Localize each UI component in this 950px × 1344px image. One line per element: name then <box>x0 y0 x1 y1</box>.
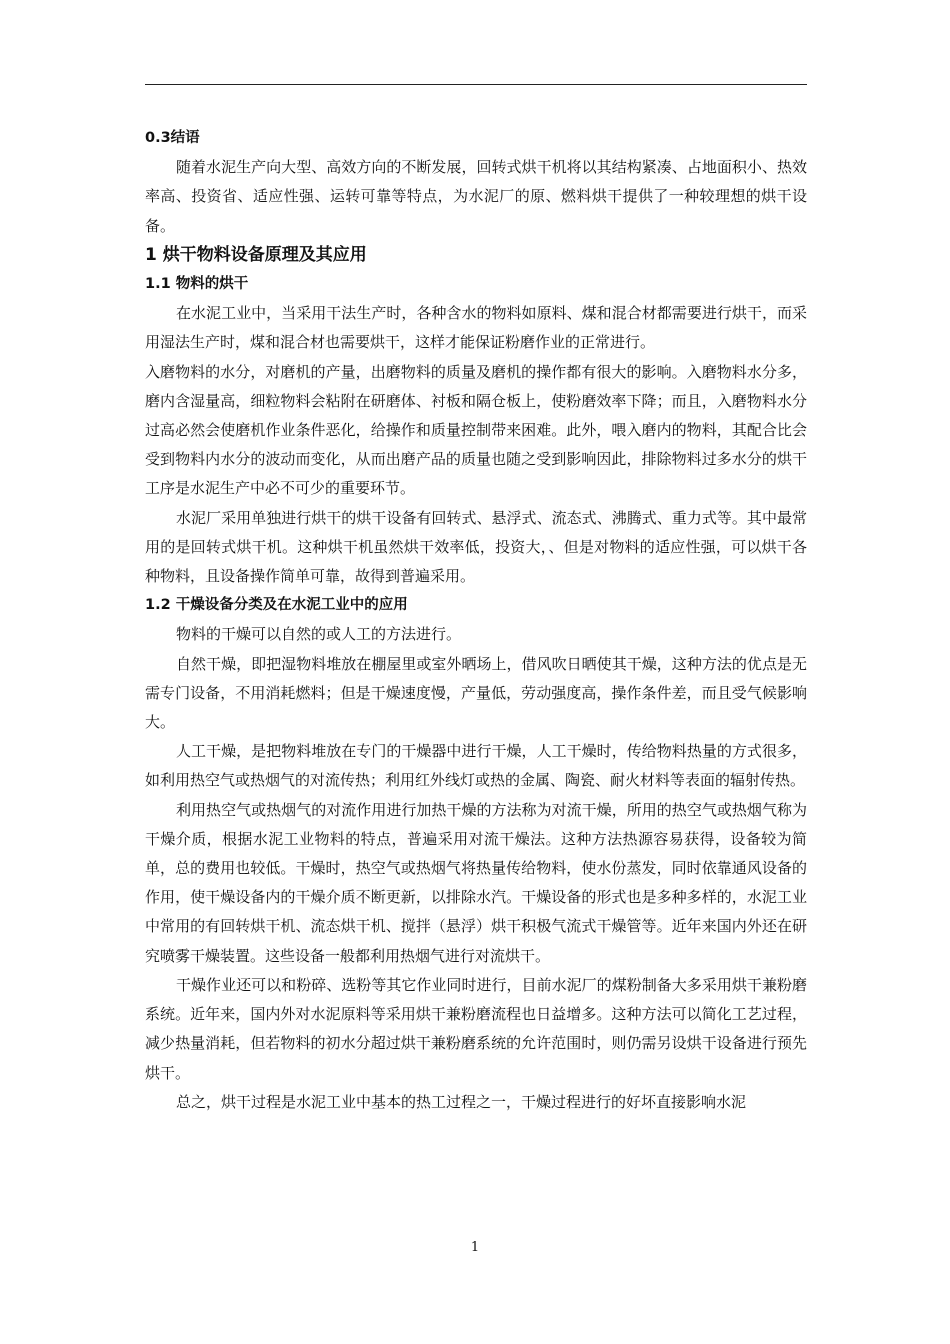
paragraph: 入磨物料的水分，对磨机的产量，出磨物料的质量及磨机的操作都有很大的影响。入磨物料水分多，磨内含湿量高，细粒物料会粘附在研磨体、衬板和隔仓板上，使粉磨效率下降；而且，入磨物料水分过高必然会使磨机作业条件恶化，给操作和质量控制带来困难。此外，喂入磨内的物料，其配合比会受到物料内水分的波动而变化，从而出磨产品的质量也随之受到影响因此，排除物料过多水分的烘干工序是水泥生产中必不可少的重要环节。 <box>145 362 807 498</box>
paragraph: 利用热空气或热烟气的对流作用进行加热干燥的方法称为对流干燥，所用的热空气或热烟气称为干燥介质，根据水泥工业物料的特点，普遍采用对流干燥法。这种方法热源容易获得，设备较为简单，总的费用也较低。干燥时，热空气或热烟气将热量传给物料，使水份蒸发，同时依靠通风设备的作用，使干燥设备内的干燥介质不断更新，以排除水汽。干燥设备的形式也是多种多样的，水泥工业中常用的有回转烘干机、流态烘干机、搅拌（悬浮）烘干积极气流式干燥管等。近年来国内外还在研究喷雾干燥装置。这些设备一般都利用热烟气进行对流烘干。 <box>145 800 807 965</box>
paragraph: 水泥厂采用单独进行烘干的烘干设备有回转式、悬浮式、流态式、沸腾式、重力式等。其中最常用的是回转式烘干机。这种烘干机虽然烘干效率低，投资大，、但是对物料的适应性强，可以烘干各种物料，且设备操作简单可靠，故得到普遍采用。 <box>145 508 807 586</box>
chapter-title: 1 烘干物料设备原理及其应用 <box>145 244 367 265</box>
section-heading-0-3: 0.3结语 <box>145 130 200 146</box>
section-heading-1-2: 1.2 干燥设备分类及在水泥工业中的应用 <box>145 597 408 614</box>
page-content <box>145 124 807 1117</box>
paragraph: 总之，烘干过程是水泥工业中基本的热工过程之一，干燥过程进行的好坏直接影响水泥 <box>176 1092 747 1111</box>
page-number: 1 <box>470 1240 480 1255</box>
paragraph: 物料的干燥可以自然的或人工的方法进行。 <box>176 625 462 644</box>
paragraph: 在水泥工业中，当采用干法生产时，各种含水的物料如原料、煤和混合材都需要进行烘干，而采用湿法生产时，煤和混合材也需要烘干，这样才能保证粉磨作业的正常进行。 <box>145 304 807 352</box>
paragraph: 干燥作业还可以和粉碎、选粉等其它作业同时进行，目前水泥厂的煤粉制备大多采用烘干兼粉磨系统。近年来，国内外对水泥原料等采用烘干兼粉磨流程也日益增多。这种方法可以简化工艺过程，减少热量消耗，但若物料的初水分超过烘干兼粉磨系统的允许范围时，则仍需另设烘干设备进行预先烘干。 <box>145 975 807 1082</box>
paragraph: 自然干燥，即把湿物料堆放在棚屋里或室外晒场上，借风吹日晒使其干燥，这种方法的优点是无需专门设备，不用消耗燃料；但是干燥速度慢，产量低，劳动强度高，操作条件差，而且受气候影响大。 <box>145 654 807 732</box>
paragraph: 人工干燥，是把物料堆放在专门的干燥器中进行干燥，人工干燥时，传给物料热量的方式很多，如利用热空气或热烟气的对流传热；利用红外线灯或热的金属、陶瓷、耐火材料等表面的辐射传热。 <box>145 742 807 790</box>
paragraph-conclusion: 随着水泥生产向大型、高效方向的不断发展，回转式烘干机将以其结构紧凑、占地面积小、热效率高、投资省、适应性强、运转可靠等特点，为水泥厂的原、燃料烘干提供了一种较理想的烘干设备。 <box>145 158 807 235</box>
section-heading-1-1: 1.1 物料的烘干 <box>145 276 249 293</box>
header-rule <box>145 84 807 85</box>
